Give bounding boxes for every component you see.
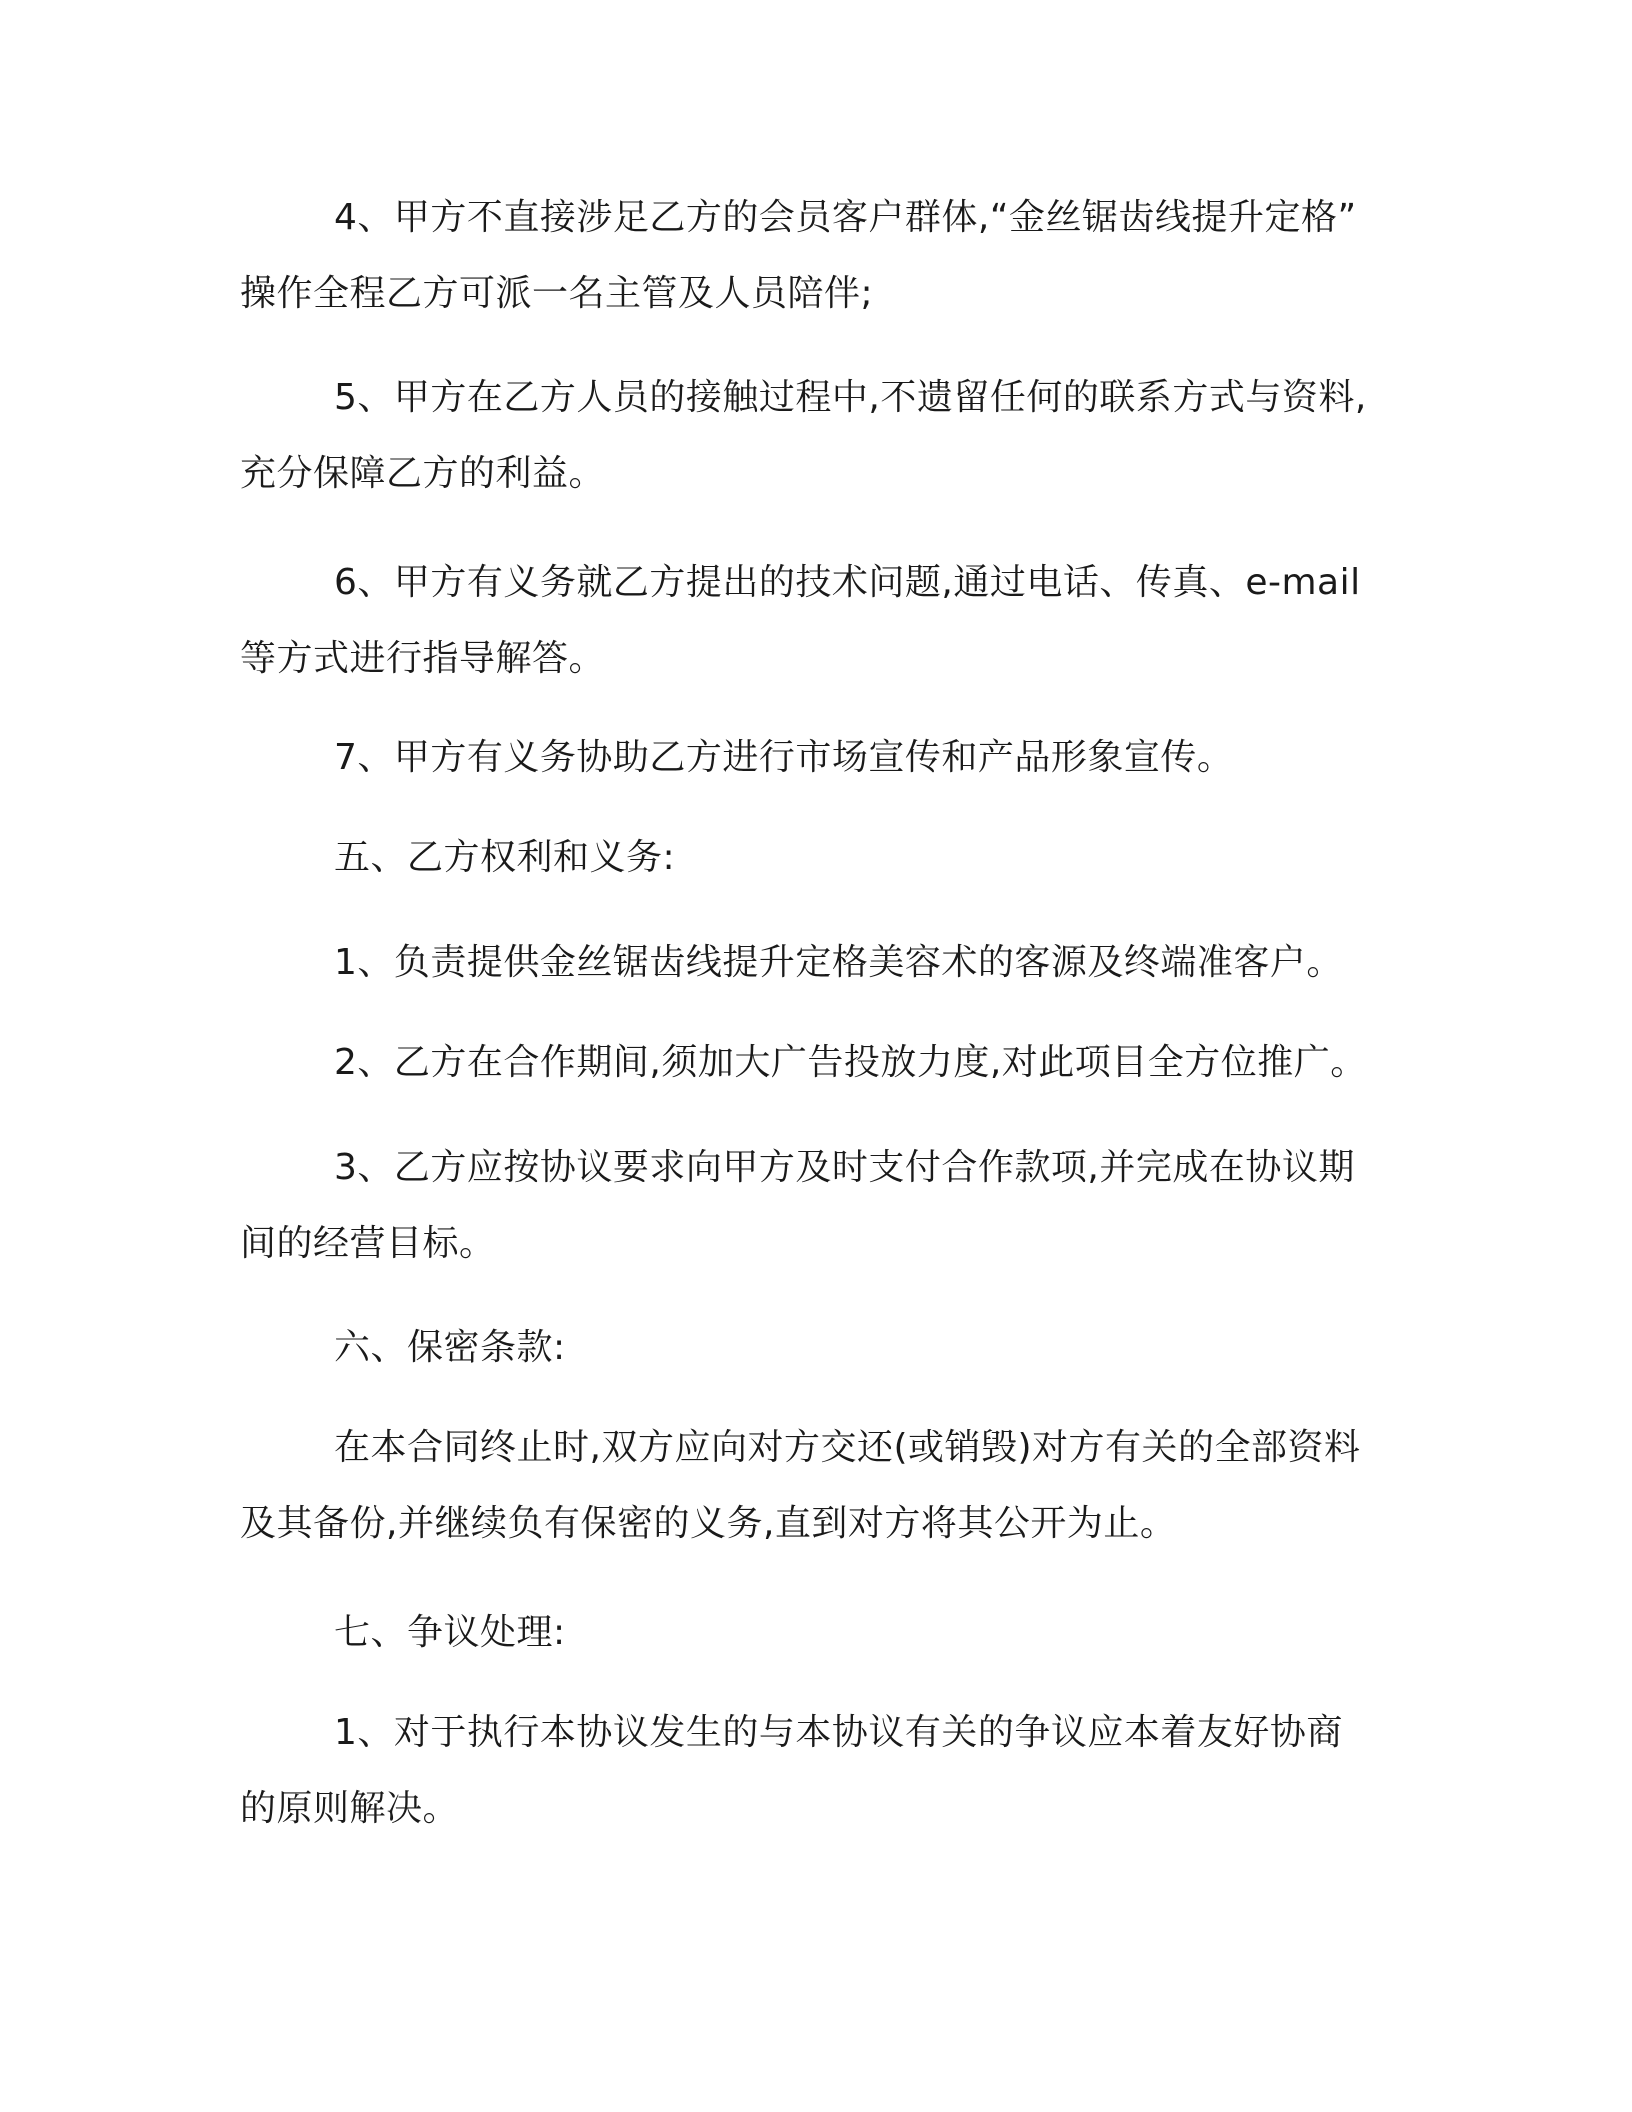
section-heading-6 (240, 1310, 1390, 1386)
paragraph-line: 及其备份,并继续负有保密的义务,直到对方将其公开为止。 (240, 1503, 1177, 1544)
paragraph-clause-7 (240, 720, 1390, 796)
paragraph-dispute-clause-1 (240, 1695, 1390, 1847)
paragraph-line: 间的经营目标。 (240, 1223, 496, 1264)
section-heading: 七、争议处理: (334, 1612, 566, 1653)
paragraph-line: 的原则解决。 (240, 1788, 460, 1829)
paragraph-line: 操作全程乙方可派一名主管及人员陪伴; (240, 273, 874, 314)
paragraph-line: 5、甲方在乙方人员的接触过程中,不遗留任何的联系方式与资料, (334, 377, 1367, 418)
paragraph-line: 1、对于执行本协议发生的与本协议有关的争议应本着友好协商 (334, 1712, 1343, 1753)
paragraph-b-clause-1 (240, 925, 1390, 1001)
paragraph-line: 2、乙方在合作期间,须加大广告投放力度,对此项目全方位推广。 (334, 1042, 1367, 1083)
paragraph-clause-4 (240, 180, 1390, 332)
paragraph-line: 6、甲方有义务就乙方提出的技术问题,通过电话、传真、e-mail (334, 562, 1361, 603)
paragraph-line: 3、乙方应按协议要求向甲方及时支付合作款项,并完成在协议期 (334, 1147, 1355, 1188)
paragraph-line: 等方式进行指导解答。 (240, 638, 606, 679)
section-heading-7 (240, 1595, 1390, 1671)
paragraph-line: 充分保障乙方的利益。 (240, 453, 606, 494)
paragraph-confidentiality (240, 1410, 1390, 1562)
paragraph-line: 7、甲方有义务协助乙方进行市场宣传和产品形象宣传。 (334, 737, 1234, 778)
paragraph-clause-5 (240, 360, 1390, 512)
section-heading: 五、乙方权利和义务: (334, 837, 676, 878)
paragraph-b-clause-2 (240, 1025, 1390, 1101)
paragraph-line: 1、负责提供金丝锯齿线提升定格美容术的客源及终端准客户。 (334, 942, 1343, 983)
paragraph-line: 4、甲方不直接涉足乙方的会员客户群体,“金丝锯齿线提升定格” (334, 197, 1357, 238)
paragraph-clause-6 (240, 545, 1390, 697)
section-heading: 六、保密条款: (334, 1327, 566, 1368)
paragraph-line: 在本合同终止时,双方应向对方交还(或销毁)对方有关的全部资料 (334, 1427, 1361, 1468)
paragraph-b-clause-3 (240, 1130, 1390, 1282)
section-heading-5 (240, 820, 1390, 896)
